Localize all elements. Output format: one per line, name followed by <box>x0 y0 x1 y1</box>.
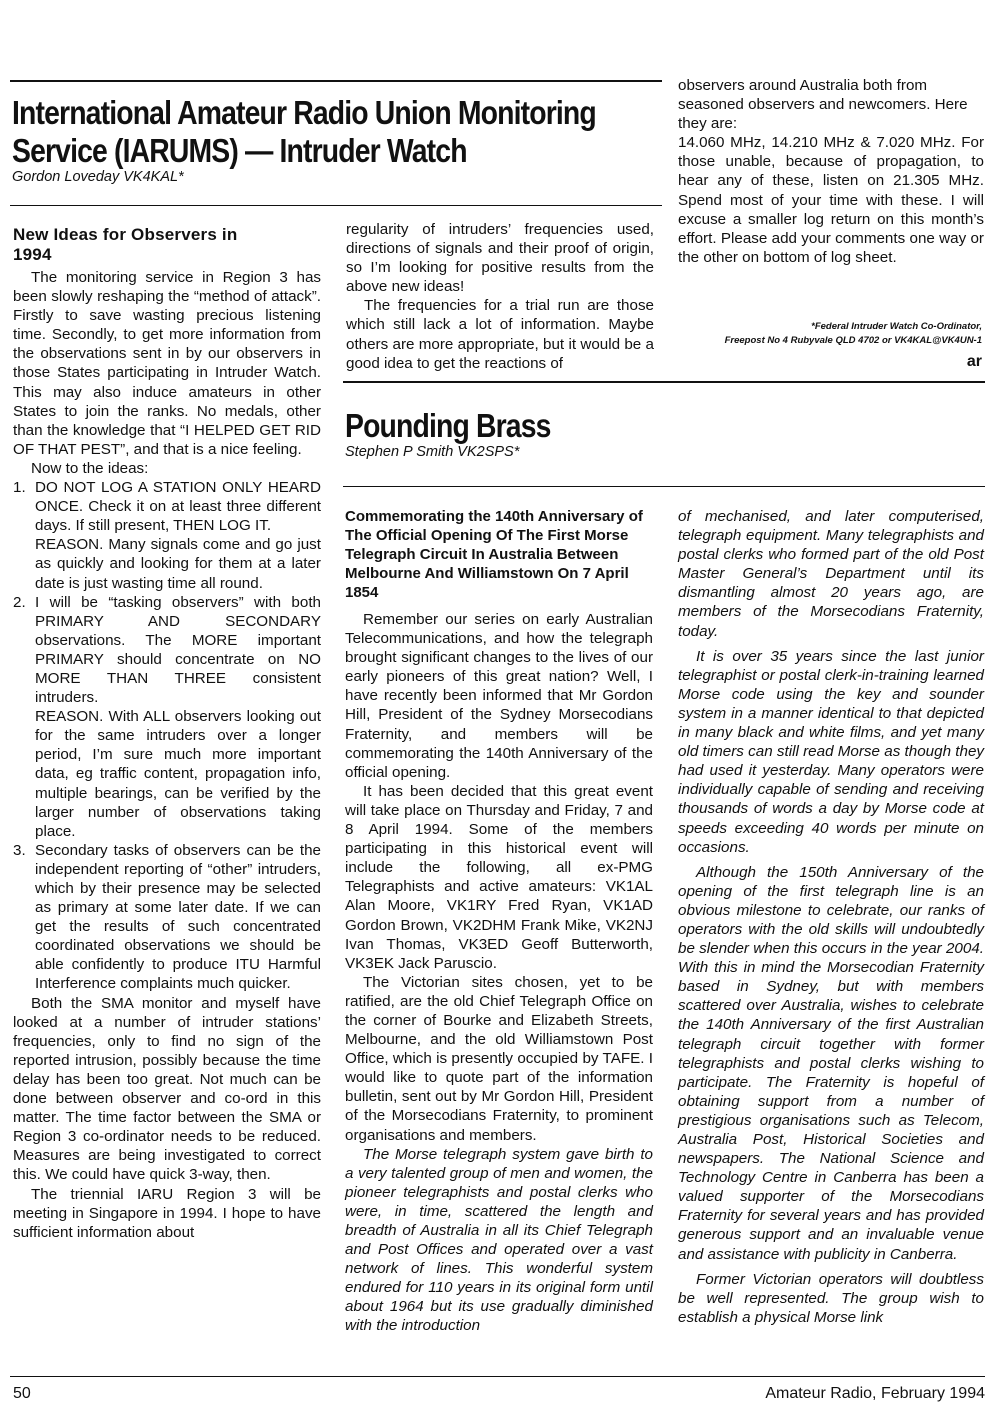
article1-subhead-line1: New Ideas for Observers in <box>13 225 238 244</box>
idea-reason: REASON. Many signals come and go just as quickly and looking for them at a later date is just wasting time all round. <box>35 536 321 592</box>
article2-top-rule <box>343 381 985 383</box>
article2-byline: Stephen P Smith VK2SPS* <box>345 444 520 460</box>
article1-col2-continuation: regularity of intruders’ frequencies used, directions of signals and their proof of origin, so I’m looking for positive results from the above new ideas! <box>346 221 654 296</box>
article1-frequencies-paragraph: The frequencies for a trial run are those which still lack a lot of information. Maybe others are more appropriate, but it would be a good idea to get the reactions of <box>346 297 654 372</box>
page-number: 50 <box>13 1385 31 1402</box>
article1-sma-paragraph: Both the SMA monitor and myself have looked at a number of intruder stations’ frequencies, only to find no sign of the reported intrusion, possibly because the time delay has been too great. Not much can be done between observer and co-ord in this matter. The time factor between the SMA or Region 3 co-ordinator needs to be reduced. Measures are being investigated to correct this. We could have quick 3-way, then. <box>13 994 321 1184</box>
article2-quote-paragraph: The Morse telegraph system gave birth to a very talented group of men and women, the pioneer telegraphists and postal clerks who were, in time, scattered the length and breadth of Australia in all its Chief Telegraph and Post Offices and operated over a vast network of lines. This wonderful system endured for 110 years in its original form until about 1964 but its use gradually diminished with the introduction <box>345 1145 653 1335</box>
idea-number: 1. <box>13 479 26 497</box>
article2-paragraph2: It has been decided that this great event will take place on Thursday and Friday, 7 and 8 April 1994. Some of the members participating in this historical event will include the following, all ex-PMG Telegraphists and active amateurs: VK1AL Alan Moore, VK1RY Fred Ryan, VK1AD Gordon Brown, VK2DHM Frank Mike, VK2NJ Ivan Thomas, VK3ED Geoff Butterworth, VK3EK Jack Paruscio. <box>345 782 653 972</box>
article1-title-line1: International Amateur Radio Union Monitoring <box>12 94 596 131</box>
idea-number: 3. <box>13 841 26 859</box>
article1-col3-continuation: observers around Australia both from seasoned observers and newcomers. Here they are: <box>678 77 968 133</box>
footnote-line2: Freepost No 4 Rubyvale QLD 4702 or VK4KAL@VK4UN-1 <box>724 335 982 346</box>
header-rule <box>10 205 662 206</box>
article2-col3-paragraph2: It is over 35 years since the last junior telegraphist or postal clerk-in-training learned Morse code using the key and sounder system in a manner identical to that depicted in many black and white films, and yet many old timers can still read Morse as though they had used it yesterday. Many operators were individually capable of sending and receiving thousands of words a day by Morse code at speeds exceeding 40 words per minute on occasions. <box>678 647 984 856</box>
article2-header-rule <box>343 486 985 487</box>
footer-rule <box>10 1376 985 1377</box>
article1-subhead-line2: 1994 <box>13 245 52 264</box>
idea-item <box>13 841 321 994</box>
idea-reason: REASON. With ALL observers looking out for the same intruders over a longer period, I’m sure much more important data, eg traffic content, propagation info, multiple bearings, can be verified by the larger number of observations taking place. <box>35 708 321 840</box>
article2-title: Pounding Brass <box>345 407 551 444</box>
article2-paragraph3: The Victorian sites chosen, yet to be ratified, are the old Chief Telegraph Office on the corner of Bourke and Elizabeth Streets, Melbourne, and the old Williamstown Post Office, which is presently occupied by TAFE. I would like to quote part of the information bulletin, sent out by Mr Gordon Hill, President of the Morsecodians Fraternity, to prominent organisations and members. <box>345 973 653 1144</box>
top-rule-left <box>10 80 662 82</box>
article1-header <box>12 94 662 186</box>
article1-ideas-intro: Now to the ideas: <box>31 459 149 477</box>
idea-number: 2. <box>13 593 26 611</box>
ideas-list <box>13 478 321 994</box>
idea-text: Secondary tasks of observers can be the independent reporting of “other” intruders, which by their presence may be selected as primary at some later date. If we can get the results of such concentrated coordinated observations we should be able confidently to produce ITU Harmful Interference complaints much quicker. <box>35 841 321 993</box>
article1-frequency-list: 14.060 MHz, 14.210 MHz & 7.020 MHz. For those unable, because of propagation, to hear any of these, listen on 21.305 MHz. Spend most of your time with these. I will excuse a smaller log return on this month’s effort. Please add your comments one way or the other on bottom of log sheet. <box>678 134 984 266</box>
article2-subhead: Commemorating the 140th Anniversary of The Official Opening Of The First Morse Telegraph Circuit In Australia Between Melbourne And Williamstown On 7 April 1854 <box>345 508 643 601</box>
article1-title-line2: Service (IARUMS) — Intruder Watch <box>12 132 467 169</box>
article1-column1 <box>13 225 321 1242</box>
idea-item <box>13 593 321 841</box>
idea-text: I will be “tasking observers” with both PRIMARY AND SECONDARY observations. The MORE important PRIMARY should concentrate on NO MORE THAN THREE consistent intruders. <box>35 593 321 707</box>
article1-byline: Gordon Loveday VK4KAL* <box>12 169 184 185</box>
article1-triennial-paragraph: The triennial IARU Region 3 will be meeting in Singapore in 1994. I hope to have sufficient information about <box>13 1185 321 1241</box>
article2-column2 <box>345 507 653 1336</box>
article2-paragraph1: Remember our series on early Australian Telecommunications, and how the telegraph brought significant changes to the lives of our early pioneers of this great nation? Well, I have recently been informed that Mr Gordon Hill, President of the Sydney Morsecodians Fraternity, and members will be commemorating the 140th Anniversary of the official opening. <box>345 611 653 781</box>
article1-subhead <box>13 225 321 265</box>
article2-col3-paragraph3: Although the 150th Anniversary of the opening of the first telegraph line is an obvious milestone to celebrate, our ranks of operators with the old skills will undoubtedly be slender when this occurs in the year 2004. With this in mind the Morsecodian Fraternity based in Sydney, but with members scattered over Australia, wishes to celebrate the 140th Anniversary of the first Australian telegraph circuit together with former telegraphists and postal clerks wishing to participate. The Fraternity is hopeful of obtaining support from a number of prestigious organisations such as Telecom, Australia Post, Historical Societies and newspapers. The National Science and Technology Centre in Canberra has been a valued supporter of the Morsecodians Fraternity for several years and has provided generous support and an invaluable venue and assistance with publicity in Canberra. <box>678 863 984 1263</box>
article2-col3-paragraph1: of mechanised, and later computerised, telegraph equipment. Many telegraphists and postal clerks who formed part of the old Post Master General’s Department until its dismantling almost 20 years ago, are members of the Morsecodians Fraternity, today. <box>678 508 984 640</box>
publication-footer: Amateur Radio, February 1994 <box>765 1385 985 1402</box>
article2-col3-paragraph4: Former Victorian operators will doubtless be well represented. The group wish to establish a physical Morse link <box>678 1270 984 1326</box>
article2-column3 <box>678 507 984 1327</box>
article2-header <box>345 407 985 461</box>
idea-text: DO NOT LOG A STATION ONLY HEARD ONCE. Check it on at least three different days. If still present, THEN LOG IT. <box>35 479 321 535</box>
footnote-line1: *Federal Intruder Watch Co-Ordinator, <box>811 321 982 332</box>
article1-footnote <box>678 320 982 348</box>
article1-column2 <box>346 220 654 373</box>
article1-intro: The monitoring service in Region 3 has been slowly reshaping the “method of attack”. Firstly to save wasting precious listening time. Secondly, to get more information from the observations sent in by our observers in those States participating in Intruder Watch. This may also induce amateurs in other States to join the ranks. No medals, other than the knowledge that “I HELPED GET RID OF THAT PEST”, and that is a nice feeling. <box>13 269 321 458</box>
article1-column3 <box>678 76 984 267</box>
idea-item <box>13 478 321 593</box>
article1-end-mark: ar <box>966 353 982 370</box>
